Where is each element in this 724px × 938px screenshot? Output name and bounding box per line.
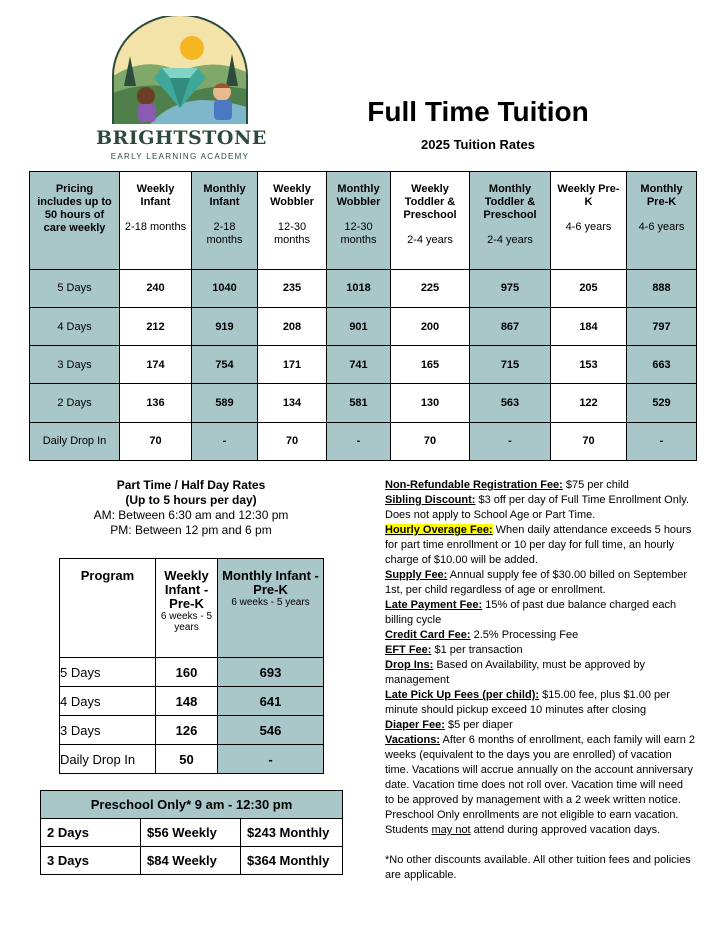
full-time-tuition-table (29, 171, 697, 461)
part-time-table (59, 558, 324, 774)
fees-section (385, 478, 695, 883)
academy-logo (96, 16, 267, 164)
fee-item: Non-Refundable Registration Fee: $75 per child (385, 479, 629, 491)
table-cell: 122 (551, 384, 627, 422)
table-cell: - (192, 422, 258, 460)
table-cell: 581 (327, 384, 391, 422)
table-cell: 148 (156, 687, 218, 716)
table-cell: 208 (258, 307, 327, 345)
table-cell: 919 (192, 307, 258, 345)
sun-icon (180, 36, 204, 60)
table-cell: 205 (551, 269, 627, 307)
table-cell: 235 (258, 269, 327, 307)
fee-item: Diaper Fee: $5 per diaper (385, 719, 513, 731)
table-cell: $364 Monthly (241, 847, 343, 875)
table-cell: $243 Monthly (241, 819, 343, 847)
table-cell: 126 (156, 716, 218, 745)
part-time-heading (66, 478, 316, 538)
row-label: 3 Days (30, 346, 120, 384)
table-cell: 867 (470, 307, 551, 345)
table-row (60, 716, 324, 745)
table-cell: 70 (258, 422, 327, 460)
fee-item: Sibling Discount: $3 off per day of Full Time Enrollment Only. Does not apply to School Age or Part Time. (385, 494, 690, 521)
table-cell: 693 (218, 658, 324, 687)
row-label: Daily Drop In (60, 745, 156, 774)
table-row (30, 346, 697, 384)
table-cell: 136 (120, 384, 192, 422)
row-label: 2 Days (30, 384, 120, 422)
column-header: Monthly Pre-K 4-6 years (627, 172, 697, 270)
table-cell: 200 (391, 307, 470, 345)
table-cell: 184 (551, 307, 627, 345)
table-cell: 130 (391, 384, 470, 422)
row-label: 2 Days (41, 819, 141, 847)
table-cell: 212 (120, 307, 192, 345)
row-label: 3 Days (41, 847, 141, 875)
table-row (60, 687, 324, 716)
row-label: Daily Drop In (30, 422, 120, 460)
table-row (60, 745, 324, 774)
table-cell: 663 (627, 346, 697, 384)
column-header: Monthly Wobbler 12-30 months (327, 172, 391, 270)
table-cell: 1040 (192, 269, 258, 307)
table-cell: $84 Weekly (141, 847, 241, 875)
table-cell: 225 (391, 269, 470, 307)
fee-item: EFT Fee: $1 per transaction (385, 644, 523, 656)
column-header: Monthly Toddler & Preschool 2-4 years (470, 172, 551, 270)
table-cell: 901 (327, 307, 391, 345)
column-header: Weekly Infant - Pre-K 6 weeks - 5 years (156, 559, 218, 658)
table-cell: - (470, 422, 551, 460)
fee-item: Hourly Overage Fee: When daily attendance exceeds 5 hours for part time enrollment or 10 per day for full time, an hourly charge of $10.00 will be added. (385, 524, 692, 566)
column-header: Weekly Wobbler 12-30 months (258, 172, 327, 270)
table-row (30, 422, 697, 460)
table-row (30, 384, 697, 422)
row-label: 4 Days (60, 687, 156, 716)
table-cell: $56 Weekly (141, 819, 241, 847)
row-label: 5 Days (60, 658, 156, 687)
table-cell: 160 (156, 658, 218, 687)
table-header-row (41, 791, 343, 819)
table-cell: - (627, 422, 697, 460)
table-cell: 153 (551, 346, 627, 384)
table-cell: 70 (391, 422, 470, 460)
part-time-title: Part Time / Half Day Rates (116, 478, 266, 492)
column-header: Weekly Pre-K 4-6 years (551, 172, 627, 270)
fee-item: Late Pick Up Fees (per child): $15.00 fee, plus $1.00 per minute should pickup exceed 10 minutes after closing (385, 689, 670, 716)
table-cell: 165 (391, 346, 470, 384)
logo-emblem-icon (110, 16, 250, 124)
fee-item: Supply Fee: Annual supply fee of $30.00 billed on September 1st, per child regardless of age or enrollment. (385, 569, 688, 596)
logo-tagline: EARLY LEARNING ACADEMY (110, 152, 250, 161)
table-cell: - (218, 745, 324, 774)
table-cell: 1018 (327, 269, 391, 307)
page-subtitle: 2025 Tuition Rates (421, 137, 535, 152)
table-row (60, 658, 324, 687)
row-label: 3 Days (60, 716, 156, 745)
table-cell: 174 (120, 346, 192, 384)
table-row (41, 819, 343, 847)
table-cell: - (327, 422, 391, 460)
table-header-row (60, 559, 324, 658)
fee-item: Credit Card Fee: 2.5% Processing Fee (385, 629, 579, 641)
vacation-policy: Vacations: After 6 months of enrollment, each family will earn 2 weeks (equivalent to the days you are enrolled) of vacation time. Vacations will accrue annually on the account anniversary date. Vacation time does not roll over. Vacation time will need to be approved by management with a 2 week written notice. Preschool Only enrollments are not eligible to earn vacation. Students may not attend during approved vacation days. (385, 734, 695, 836)
fee-item: Drop Ins: Based on Availability, must be approved by management (385, 659, 646, 686)
logo-name: BRIGHTSTONE (96, 127, 267, 149)
part-time-hours: (Up to 5 hours per day) (125, 493, 257, 507)
table-cell: 715 (470, 346, 551, 384)
table-cell: 589 (192, 384, 258, 422)
column-header: Monthly Infant 2-18 months (192, 172, 258, 270)
am-hours: AM: Between 6:30 am and 12:30 pm (93, 508, 289, 522)
table-cell: 70 (120, 422, 192, 460)
table-cell: 741 (327, 346, 391, 384)
fee-item: Late Payment Fee: 15% of past due balance charged each billing cycle (385, 599, 677, 626)
row-label: 5 Days (30, 269, 120, 307)
table-cell: 754 (192, 346, 258, 384)
table-cell: 563 (470, 384, 551, 422)
preschool-heading: Preschool Only* 9 am - 12:30 pm (41, 791, 343, 819)
column-header: Monthly Infant - Pre-K 6 weeks - 5 years (218, 559, 324, 658)
table-cell: 134 (258, 384, 327, 422)
pm-hours: PM: Between 12 pm and 6 pm (110, 523, 272, 537)
table-cell: 797 (627, 307, 697, 345)
table-cell: 641 (218, 687, 324, 716)
table-row (41, 847, 343, 875)
row-label: 4 Days (30, 307, 120, 345)
page-title: Full Time Tuition (367, 96, 589, 127)
footnote: *No other discounts available. All other tuition fees and policies are applicable. (385, 854, 691, 881)
table-row (30, 269, 697, 307)
table-row (30, 307, 697, 345)
table-cell: 70 (551, 422, 627, 460)
column-header: Weekly Infant 2-18 months (120, 172, 192, 270)
table-cell: 240 (120, 269, 192, 307)
column-header: Program (60, 559, 156, 658)
table-cell: 975 (470, 269, 551, 307)
table-cell: 546 (218, 716, 324, 745)
table-cell: 171 (258, 346, 327, 384)
preschool-only-table (40, 790, 343, 875)
table-corner-cell: Pricing includes up to 50 hours of care weekly (30, 172, 120, 270)
table-cell: 529 (627, 384, 697, 422)
table-cell: 888 (627, 269, 697, 307)
table-cell: 50 (156, 745, 218, 774)
table-header-row (30, 172, 697, 270)
column-header: Weekly Toddler & Preschool 2-4 years (391, 172, 470, 270)
